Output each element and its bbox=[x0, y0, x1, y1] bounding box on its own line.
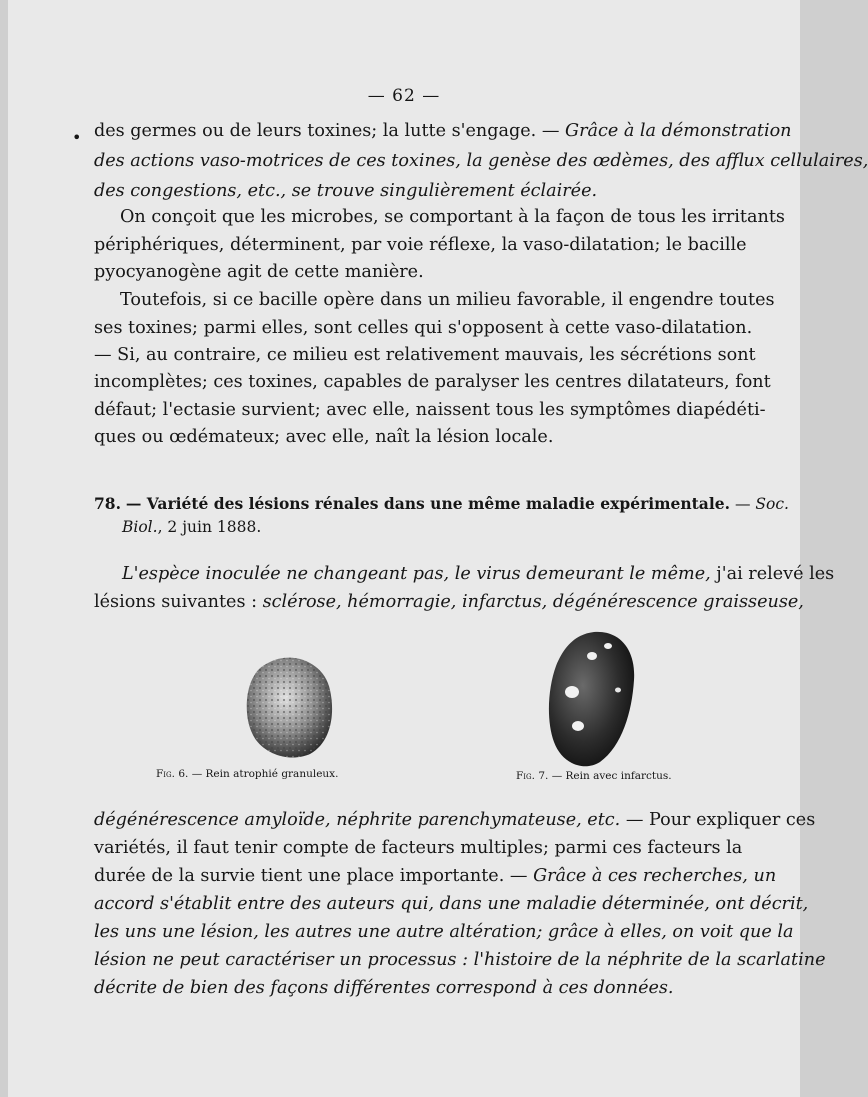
para4-italic: L'espèce inoculée ne changeant pas, le virus demeurant le même, bbox=[122, 564, 711, 584]
entry-ref-soc: Soc. bbox=[755, 495, 789, 513]
para1-line3: des congestions, etc., se trouve singulièrement éclairée. bbox=[94, 181, 598, 201]
figure6-text: — Rein atrophié granuleux. bbox=[191, 768, 339, 780]
para1-line2: des actions vaso-motrices de ces toxines, la genèse des œdèmes, des afflux cellulaires, bbox=[94, 151, 868, 171]
para2-line3: pyocyanogène agit de cette manière. bbox=[94, 262, 424, 282]
kidney-granular-figure bbox=[240, 650, 340, 760]
entry-ref-biol: Biol. bbox=[122, 518, 158, 536]
figure6-label: Fig. 6. bbox=[156, 768, 189, 780]
para1-line1 bbox=[94, 117, 792, 145]
para3-line3: — Si, au contraire, ce milieu est relativement mauvais, les sécrétions sont bbox=[94, 345, 756, 365]
para4-line2 bbox=[94, 588, 804, 616]
document-page bbox=[8, 0, 868, 1097]
figure7-caption bbox=[516, 770, 672, 782]
para5-line3-plain: durée de la survie tient une place importante. — bbox=[94, 866, 534, 886]
para5-italic: dégénérescence amyloïde, néphrite parenchymateuse, etc. bbox=[94, 810, 621, 830]
para5-plain: — Pour expliquer ces bbox=[620, 810, 816, 830]
para1-line1-italic: Grâce à la démonstration bbox=[565, 121, 792, 141]
figure7-label: Fig. 7. bbox=[516, 770, 549, 782]
para3-line2: ses toxines; parmi elles, sont celles qui s'opposent à cette vaso-dilatation. bbox=[94, 318, 753, 338]
para3-line5: défaut; l'ectasie survient; avec elle, naissent tous les symptômes diapédéti- bbox=[94, 400, 766, 420]
entry-title: — Variété des lésions rénales dans une même maladie expérimentale. bbox=[125, 494, 730, 513]
page-number: — 62 — bbox=[367, 86, 441, 106]
para4-line2-plain: lésions suivantes : bbox=[94, 592, 263, 612]
para5-line1 bbox=[94, 806, 815, 834]
entry-ref-date: , 2 juin 1888. bbox=[157, 518, 262, 536]
para5-line7: décrite de bien des façons différentes correspond à ces données. bbox=[94, 978, 674, 998]
para3-line4: incomplètes; ces toxines, capables de paralyser les centres dilatateurs, font bbox=[94, 372, 771, 392]
figure7-text: — Rein avec infarctus. bbox=[551, 770, 672, 782]
para2-line2: périphériques, déterminent, par voie réflexe, la vaso-dilatation; le bacille bbox=[94, 235, 747, 255]
para3-line1: Toutefois, si ce bacille opère dans un milieu favorable, il engendre toutes bbox=[120, 290, 775, 310]
para5-line4: accord s'établit entre des auteurs qui, dans une maladie déterminée, ont décrit, bbox=[94, 894, 809, 914]
kidney-infarct-figure bbox=[544, 628, 642, 770]
para5-line6: lésion ne peut caractériser un processus : l'histoire de la néphrite de la scarlatine bbox=[94, 950, 826, 970]
para4-line1 bbox=[122, 560, 834, 588]
para2-line1: On conçoit que les microbes, se comportant à la façon de tous les irritants bbox=[120, 207, 785, 227]
para5-line3 bbox=[94, 862, 776, 890]
para5-line3-italic: Grâce à ces recherches, un bbox=[533, 866, 777, 886]
para3-line6: ques ou œdémateux; avec elle, naît la lésion locale. bbox=[94, 427, 554, 447]
para1-line1-text: des germes ou de leurs toxines; la lutte s'engage. — bbox=[94, 121, 566, 141]
para4-plain: j'ai relevé les bbox=[710, 564, 835, 584]
figure6-caption bbox=[156, 768, 338, 780]
entry78-line2 bbox=[122, 513, 261, 541]
entry-number: 78. bbox=[94, 494, 121, 513]
para5-line5: les uns une lésion, les autres une autre altération; grâce à elles, on voit que la bbox=[94, 922, 794, 942]
para5-line2: variétés, il faut tenir compte de facteurs multiples; parmi ces facteurs la bbox=[94, 838, 743, 858]
para4-line2-italic: sclérose, hémorragie, infarctus, dégénérescence graisseuse, bbox=[262, 592, 804, 612]
margin-mark: • bbox=[72, 128, 82, 147]
entry-ref-dash: — bbox=[734, 495, 751, 513]
